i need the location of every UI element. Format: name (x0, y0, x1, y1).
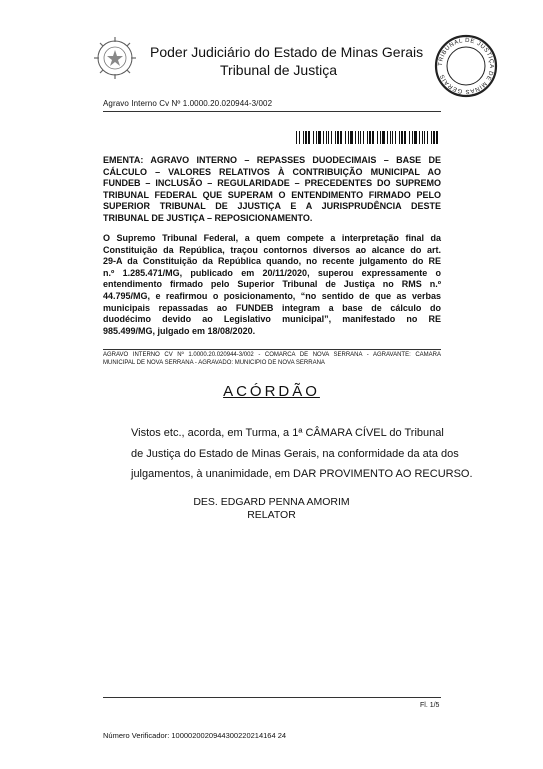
barcode-bar (431, 131, 432, 144)
barcode-bar (414, 131, 417, 144)
footer-divider (103, 697, 441, 698)
decision-text (131, 423, 473, 485)
seal-ring-text: TRIBUNAL DE JUSTIÇA DE MINAS GERAIS (437, 37, 495, 95)
barcode-bar (303, 131, 304, 144)
barcode-bar (313, 131, 314, 144)
barcode-bar (335, 131, 336, 144)
barcode-bar (326, 131, 327, 144)
barcode-bar (372, 131, 374, 144)
barcode-bar (328, 131, 329, 144)
barcode-bar (296, 131, 297, 144)
barcode-bar (409, 131, 410, 144)
ementa-line: EMENTA: AGRAVO INTERNO – REPASSES DUODECIMAIS – BASE DE (103, 155, 441, 165)
barcode-bar (377, 131, 378, 144)
barcode-bar (318, 131, 321, 144)
barcode-bar (323, 131, 324, 144)
signer-role: RELATOR (247, 509, 296, 521)
ementa-divider (103, 349, 441, 350)
verifier-number: Número Verificador: 1000020020944300220214164 24 (103, 731, 287, 740)
barcode-bar (390, 131, 391, 144)
barcode-bar (436, 131, 438, 144)
barcode-bar (363, 131, 364, 144)
barcode-bar (348, 131, 349, 144)
barcode-bar (433, 131, 435, 144)
ementa-para-line: 29-A da Constituição da República quando, no recente julgamento do RE (103, 256, 441, 267)
barcode-bar (367, 131, 368, 144)
barcode-bar (392, 131, 393, 144)
barcode-bar (369, 131, 371, 144)
barcode-bar (401, 131, 403, 144)
case-number-header: Agravo Interno Cv Nº 1.0000.20.020944-3/002 (103, 99, 273, 108)
barcode-bar (382, 131, 385, 144)
decision-line: de Justiça do Estado de Minas Gerais, na conformidade da ata dos (131, 447, 459, 460)
barcode-bar (358, 131, 359, 144)
ementa-para-line: 44.795/MG, e reafirmou o posicionamento, “no sentido de que as verbas (103, 290, 441, 301)
tribunal-seal-icon (434, 34, 498, 98)
ementa-line: FUNDEB – INCLUSÃO – REGULARIDADE – PRECEDENTES DO SUPREMO (103, 178, 441, 189)
acordao-title: ACÓRDÃO (223, 383, 320, 400)
barcode-bar (305, 131, 307, 144)
svg-text:TRIBUNAL DE JUSTIÇA DE MINAS G (438, 38, 494, 94)
barcode-bar (360, 131, 361, 144)
barcode-bar (419, 131, 420, 144)
page-number: Fl. 1/5 (420, 702, 440, 709)
ementa-para-line: duodécimo devido ao Legislativo municipal”, manifestado no RE (103, 314, 441, 325)
barcode-bar (380, 131, 381, 144)
court-subtitle: Tribunal de Justiça (220, 62, 337, 78)
barcode-bar (404, 131, 406, 144)
barcode-bar (399, 131, 400, 144)
barcode-bar (299, 131, 300, 144)
barcode-bar (424, 131, 425, 144)
ementa-para-line: O Supremo Tribunal Federal, a quem compete a interpretação final da (103, 233, 441, 243)
barcode-bar (395, 131, 396, 144)
ementa-para-line: Constituição da República, traçou contornos diversos ao alcance do art. (103, 244, 441, 255)
coat-of-arms-icon (93, 36, 137, 80)
ementa-summary (103, 155, 441, 225)
ementa-para-line: municipais repassadas ao FUNDEB integram a base de cálculo do (103, 302, 441, 313)
barcode-bar (337, 131, 339, 144)
ementa-line: SUPERIOR TRIBUNAL DE JJUSTIÇA E A JURISPRUDÊNCIA DESTE (103, 201, 441, 212)
barcode-bar (427, 131, 428, 144)
ementa-line: TRIBUNAL DE JUSTIÇA – REPOSICIONAMENTO. (103, 212, 313, 223)
decision-line: Vistos etc., acorda, em Turma, a 1ª CÂMARA CÍVEL do Tribunal (131, 427, 444, 439)
ementa-para-line: entendimento firmado pelo Superior Tribunal de Justiça no RMS n.º (103, 279, 441, 290)
barcode-bar (355, 131, 356, 144)
ementa-para-line: n.º 1.285.471/MG, publicado em 20/11/2020, superou expressamente o (103, 267, 441, 278)
ementa-paragraph (103, 233, 441, 337)
barcode-bar (308, 131, 310, 144)
case-details (103, 352, 441, 367)
signer-name: DES. EDGARD PENNA AMORIM (193, 496, 350, 508)
decision-line: julgamentos, à unanimidade, em DAR PROVIMENTO AO RECURSO. (131, 468, 473, 480)
barcode-bar (316, 131, 317, 144)
barcode-bar (412, 131, 413, 144)
barcode-bar (387, 131, 388, 144)
barcode-bar (340, 131, 342, 144)
ementa-line: CÁLCULO – VALORES RELATIVOS À CONTRIBUIÇÃO MUNICIPAL AO (103, 166, 441, 177)
court-name: Poder Judiciário do Estado de Minas Gerais (150, 44, 424, 60)
barcode-bar (345, 131, 346, 144)
case-details-line: MUNICIPAL DE NOVA SERRANA - AGRAVADO: MUNICIPIO DE NOVA SERRANA (103, 359, 325, 366)
case-details-line: AGRAVO INTERNO CV Nº 1.0000.20.020944-3/002 - COMARCA DE NOVA SERRANA - AGRAVANTE: CAMARA (103, 352, 441, 358)
signature-block (0, 496, 543, 522)
ementa-line: TRIBUNAL FEDERAL QUE SUPERAM O ENTENDIMENTO FIRMADO PELO (103, 189, 441, 200)
barcode-bar (331, 131, 332, 144)
barcode (296, 131, 440, 144)
barcode-bar (422, 131, 423, 144)
barcode-bar (350, 131, 353, 144)
ementa-para-line: 985.499/MG, julgado em 18/08/2020. (103, 325, 256, 336)
header-divider (103, 111, 441, 112)
